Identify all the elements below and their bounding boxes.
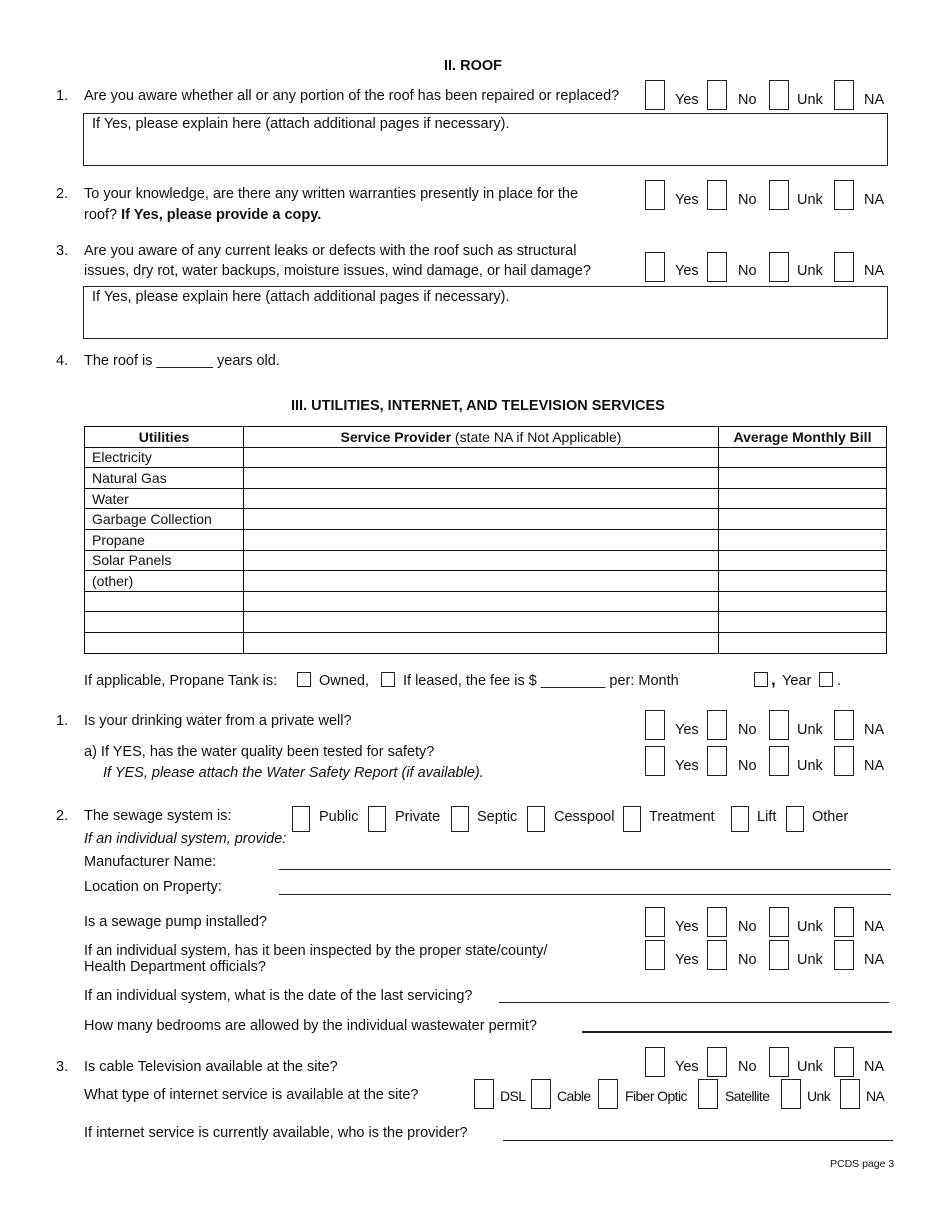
sewage-other-checkbox[interactable] [786, 806, 804, 832]
inspected-na-checkbox[interactable] [834, 940, 854, 970]
provider-cell[interactable] [244, 591, 719, 612]
utility-name[interactable] [85, 591, 244, 612]
roof-q1-na-checkbox[interactable] [834, 80, 854, 110]
table-row [85, 550, 887, 571]
utility-name: Propane [85, 529, 244, 550]
internet-cable-label: Cable [557, 1088, 591, 1104]
provider-cell[interactable] [244, 447, 719, 468]
roof-q3-text-line1: Are you aware of any current leaks or defects with the roof such as structural [84, 243, 577, 259]
propane-comma: , [771, 670, 776, 689]
cable-na-checkbox[interactable] [834, 1047, 854, 1077]
water-q1-no-label: No [738, 722, 757, 738]
internet-fiber-label: Fiber Optic [625, 1088, 687, 1104]
inspected-question-line1: If an individual system, has it been inspected by the proper state/county/ [84, 943, 548, 959]
bedrooms-allowed-input[interactable] [582, 1031, 892, 1033]
inspected-na-label: NA [864, 952, 885, 968]
roof-q2-no-checkbox[interactable] [707, 180, 727, 210]
sewage-pump-unk-label: Unk [797, 919, 823, 935]
roof-q2-yes-label: Yes [675, 192, 699, 208]
water-q1-no-checkbox[interactable] [707, 710, 727, 740]
monthly-bill-col-header: Average Monthly Bill [719, 427, 887, 448]
utility-name[interactable] [85, 612, 244, 633]
sewage-pump-no-label: No [738, 919, 757, 935]
sewage-public-checkbox[interactable] [292, 806, 310, 832]
bill-cell[interactable] [719, 550, 887, 571]
sewage-treatment-label: Treatment [649, 809, 715, 825]
page-number: PCDS page 3 [830, 1158, 895, 1170]
inspected-no-label: No [738, 952, 757, 968]
internet-satellite-checkbox[interactable] [698, 1079, 718, 1109]
sewage-septic-label: Septic [477, 809, 518, 825]
internet-cable-checkbox[interactable] [531, 1079, 551, 1109]
water-q1-yes-checkbox[interactable] [645, 710, 665, 740]
water-q1-number: 1. [56, 713, 69, 729]
utility-name: Water [85, 488, 244, 509]
internet-provider-label: If internet service is currently available, who is the provider? [84, 1125, 468, 1141]
roof-q2-unk-checkbox[interactable] [769, 180, 789, 210]
roof-q1-number: 1. [56, 88, 69, 104]
water-q1a-na-label: NA [864, 758, 885, 774]
sewage-pump-question: Is a sewage pump installed? [84, 914, 267, 930]
water-q1a-unk-label: Unk [797, 758, 823, 774]
bill-cell[interactable] [719, 529, 887, 550]
sewage-pump-yes-checkbox[interactable] [645, 907, 665, 937]
sewage-pump-no-checkbox[interactable] [707, 907, 727, 937]
service-provider-col-note: (state NA if Not Applicable) [451, 428, 622, 445]
propane-year-checkbox[interactable] [819, 672, 833, 687]
water-q1-unk-label: Unk [797, 722, 823, 738]
sewage-label: The sewage system is: [84, 808, 232, 824]
cable-number: 3. [56, 1059, 69, 1075]
table-row [85, 447, 887, 468]
propane-prefix: If applicable, Propane Tank is: [84, 673, 278, 689]
location-on-property-input[interactable] [279, 894, 891, 895]
cable-question: Is cable Television available at the site? [84, 1059, 338, 1075]
utility-name: Solar Panels [85, 550, 244, 571]
table-row [85, 468, 887, 489]
water-q1a-no-checkbox[interactable] [707, 746, 727, 776]
roof-age-field[interactable]: The roof is _______ years old. [84, 353, 280, 369]
water-q1a-yes-checkbox[interactable] [645, 746, 665, 776]
propane-owned-label: Owned, [319, 673, 369, 689]
water-q1a-text: a) If YES, has the water quality been tested for safety? [84, 744, 435, 760]
roof-q3-text-line2: issues, dry rot, water backups, moisture issues, wind damage, or hail damage? [84, 263, 591, 279]
propane-owned-checkbox[interactable] [297, 672, 311, 687]
propane-leased-checkbox[interactable] [381, 672, 395, 687]
bill-cell[interactable] [719, 447, 887, 468]
propane-lease-fee[interactable]: If leased, the fee is $ ________ per: Month [403, 673, 679, 689]
roof-q2-text-roof: roof? [84, 207, 118, 223]
water-q1-unk-checkbox[interactable] [769, 710, 789, 740]
internet-na-label: NA [866, 1088, 885, 1104]
utility-name[interactable]: (other) [85, 571, 244, 592]
table-row [85, 488, 887, 509]
utility-name: Electricity [85, 447, 244, 468]
roof-q1-yes-label: Yes [675, 92, 699, 108]
roof-q4-number: 4. [56, 353, 69, 369]
provider-cell[interactable] [244, 468, 719, 489]
roof-q2-text-line1: To your knowledge, are there any written warranties presently in place for the [84, 186, 579, 202]
bill-cell[interactable] [719, 571, 887, 592]
water-q1-text: Is your drinking water from a private well? [84, 713, 352, 729]
water-q1a-unk-checkbox[interactable] [769, 746, 789, 776]
sewage-number: 2. [56, 808, 69, 824]
roof-q2-yes-checkbox[interactable] [645, 180, 665, 210]
sewage-private-label: Private [395, 809, 441, 825]
table-row [85, 571, 887, 592]
sewage-individual-note: If an individual system, provide: [84, 831, 287, 847]
roof-q3-unk-checkbox[interactable] [769, 252, 789, 282]
utilities-table [84, 426, 887, 654]
cable-unk-checkbox[interactable] [769, 1047, 789, 1077]
roof-q3-no-label: No [738, 263, 757, 279]
sewage-cesspool-checkbox[interactable] [527, 806, 545, 832]
inspected-unk-checkbox[interactable] [769, 940, 789, 970]
cable-no-checkbox[interactable] [707, 1047, 727, 1077]
water-q1a-no-label: No [738, 758, 757, 774]
water-q1-na-checkbox[interactable] [834, 710, 854, 740]
sewage-public-label: Public [319, 809, 359, 825]
bill-cell[interactable] [719, 509, 887, 530]
internet-unk-label: Unk [807, 1088, 831, 1104]
inspected-question-line2: Health Department officials? [84, 959, 266, 975]
roof-q1-explain-prompt: If Yes, please explain here (attach additional pages if necessary). [92, 116, 510, 132]
utility-name[interactable] [85, 632, 244, 653]
inspected-no-checkbox[interactable] [707, 940, 727, 970]
cable-yes-label: Yes [675, 1059, 699, 1075]
roof-q2-unk-label: Unk [797, 192, 823, 208]
roof-q3-explain-box[interactable] [83, 286, 888, 339]
internet-fiber-checkbox[interactable] [598, 1079, 618, 1109]
roof-q2-no-label: No [738, 192, 757, 208]
cable-na-label: NA [864, 1059, 885, 1075]
service-provider-col-header [244, 427, 719, 448]
roof-q1-text: Are you aware whether all or any portion of the roof has been repaired or replaced? [84, 88, 620, 104]
internet-na-checkbox[interactable] [840, 1079, 860, 1109]
roof-q2-na-checkbox[interactable] [834, 180, 854, 210]
utility-name: Natural Gas [85, 468, 244, 489]
provider-cell[interactable] [244, 632, 719, 653]
roof-q3-yes-label: Yes [675, 263, 699, 279]
table-row [85, 632, 887, 653]
water-q1a-na-checkbox[interactable] [834, 746, 854, 776]
manufacturer-name-input[interactable] [279, 869, 891, 870]
roof-q1-na-label: NA [864, 92, 885, 108]
bill-cell[interactable] [719, 591, 887, 612]
sewage-lift-checkbox[interactable] [731, 806, 749, 832]
utilities-heading: III. UTILITIES, INTERNET, AND TELEVISION SERVICES [291, 398, 665, 414]
utilities-header-row [85, 427, 887, 448]
internet-dsl-label: DSL [500, 1088, 526, 1104]
propane-month-checkbox[interactable] [754, 672, 768, 687]
table-row [85, 509, 887, 530]
roof-q1-unk-checkbox[interactable] [769, 80, 789, 110]
roof-q3-no-checkbox[interactable] [707, 252, 727, 282]
internet-satellite-label: Satellite [725, 1088, 770, 1104]
roof-q3-number: 3. [56, 243, 69, 259]
roof-heading: II. ROOF [444, 58, 502, 74]
provider-cell[interactable] [244, 529, 719, 550]
cable-no-label: No [738, 1059, 757, 1075]
roof-q2-number: 2. [56, 186, 69, 202]
roof-q1-no-label: No [738, 92, 757, 108]
provider-cell[interactable] [244, 612, 719, 633]
roof-q1-unk-label: Unk [797, 92, 823, 108]
water-q1a-note: If YES, please attach the Water Safety Report (if available). [103, 765, 484, 781]
sewage-other-label: Other [812, 809, 849, 825]
roof-q1-no-checkbox[interactable] [707, 80, 727, 110]
sewage-pump-na-label: NA [864, 919, 885, 935]
bill-cell[interactable] [719, 488, 887, 509]
roof-q2-provide-copy: If Yes, please provide a copy. [121, 207, 322, 223]
utility-name: Garbage Collection [85, 509, 244, 530]
cable-yes-checkbox[interactable] [645, 1047, 665, 1077]
roof-q1-explain-box[interactable] [83, 113, 888, 166]
roof-q2-text-line2 [84, 207, 321, 223]
manufacturer-name-label: Manufacturer Name: [84, 854, 217, 870]
provider-cell[interactable] [244, 571, 719, 592]
water-q1-yes-label: Yes [675, 722, 699, 738]
sewage-cesspool-label: Cesspool [554, 809, 615, 825]
inspected-yes-checkbox[interactable] [645, 940, 665, 970]
internet-provider-input[interactable] [503, 1140, 893, 1141]
sewage-pump-yes-label: Yes [675, 919, 699, 935]
utilities-col-header: Utilities [85, 427, 244, 448]
roof-q3-explain-prompt: If Yes, please explain here (attach additional pages if necessary). [92, 289, 510, 305]
last-servicing-label: If an individual system, what is the date of the last servicing? [84, 988, 473, 1004]
roof-q3-na-checkbox[interactable] [834, 252, 854, 282]
propane-period: . [837, 673, 842, 689]
provider-cell[interactable] [244, 509, 719, 530]
provider-cell[interactable] [244, 550, 719, 571]
bill-cell[interactable] [719, 612, 887, 633]
water-q1-na-label: NA [864, 722, 885, 738]
water-q1a-yes-label: Yes [675, 758, 699, 774]
table-row [85, 529, 887, 550]
sewage-septic-checkbox[interactable] [451, 806, 469, 832]
internet-dsl-checkbox[interactable] [474, 1079, 494, 1109]
propane-year-label: Year [782, 673, 812, 689]
sewage-pump-na-checkbox[interactable] [834, 907, 854, 937]
bill-cell[interactable] [719, 468, 887, 489]
roof-q3-unk-label: Unk [797, 263, 823, 279]
table-row [85, 612, 887, 633]
internet-unk-checkbox[interactable] [781, 1079, 801, 1109]
internet-type-question: What type of internet service is available at the site? [84, 1087, 419, 1103]
sewage-pump-unk-checkbox[interactable] [769, 907, 789, 937]
roof-q1-yes-checkbox[interactable] [645, 80, 665, 110]
bedrooms-allowed-label: How many bedrooms are allowed by the individual wastewater permit? [84, 1018, 537, 1034]
service-provider-col-title: Service Provider [340, 428, 452, 445]
roof-q2-na-label: NA [864, 192, 885, 208]
inspected-unk-label: Unk [797, 952, 823, 968]
location-on-property-label: Location on Property: [84, 879, 222, 895]
cable-unk-label: Unk [797, 1059, 823, 1075]
sewage-treatment-checkbox[interactable] [623, 806, 641, 832]
roof-q3-yes-checkbox[interactable] [645, 252, 665, 282]
sewage-private-checkbox[interactable] [368, 806, 386, 832]
provider-cell[interactable] [244, 488, 719, 509]
inspected-yes-label: Yes [675, 952, 699, 968]
table-row [85, 591, 887, 612]
roof-q3-na-label: NA [864, 263, 885, 279]
sewage-lift-label: Lift [757, 809, 777, 825]
bill-cell[interactable] [719, 632, 887, 653]
last-servicing-input[interactable] [499, 1002, 889, 1003]
